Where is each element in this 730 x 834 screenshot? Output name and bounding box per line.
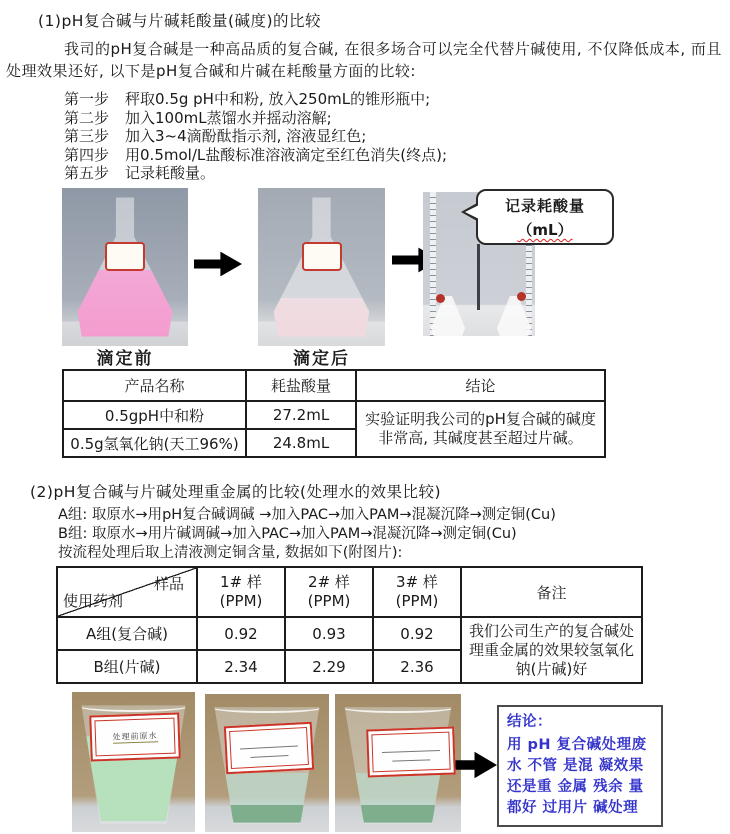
step-2 <box>64 107 447 126</box>
cup3-label-sticker <box>366 726 456 777</box>
photo-cup-raw-water <box>72 692 195 832</box>
cell-a-1: 0.92 <box>197 617 285 650</box>
cell-remark: 我们公司生产的复合碱处理重金属的效果较氢氧化钠(片碱)好 <box>461 617 642 683</box>
step-4-text: 用0.5mol/L盐酸标准溶液滴定至红色消失(终点); <box>125 145 447 164</box>
cell-b-1: 2.34 <box>197 650 285 683</box>
photo-flask-before-titration <box>62 188 188 346</box>
callout-line2: （mL） <box>517 221 573 239</box>
right-arrow-icon <box>194 250 242 278</box>
photo-cup-compound-alkali <box>205 694 329 832</box>
conclusion-body: 用 pH 复合碱处理废水 不管 是混 凝效果 还是重 金属 残余 量都好 过用片 碱处理 <box>507 737 647 816</box>
cup-rim <box>78 700 189 712</box>
step-1-label: 第一步 <box>64 90 110 108</box>
flask-label-sticker <box>302 242 342 271</box>
photo-flask-after-titration <box>258 188 385 346</box>
handwriting-scribble <box>392 751 430 761</box>
step-3-label: 第三步 <box>64 127 110 145</box>
cell-b-3: 2.36 <box>373 650 461 683</box>
cup-rim <box>211 702 323 713</box>
sample3-bottom: (PPM) <box>395 592 439 610</box>
steps-list <box>64 88 447 181</box>
acid-consumption-table <box>62 369 606 458</box>
step-1-text: 秤取0.5g pH中和粉, 放入250mL的锥形瓶中; <box>125 90 431 108</box>
cell-product-1: 0.5gpH中和粉 <box>63 401 246 429</box>
burette-left <box>430 192 436 336</box>
conclusion-box <box>497 705 663 827</box>
handwriting-scribble <box>250 747 288 758</box>
step-3 <box>64 125 447 144</box>
col-header-sample1 <box>197 567 285 617</box>
sample1-bottom: (PPM) <box>219 592 263 610</box>
green-sediment <box>229 805 305 823</box>
copper-ppm-table <box>56 566 643 684</box>
step-2-label: 第二步 <box>64 108 110 127</box>
cup1-label-sticker <box>89 712 181 761</box>
step-3-text: 加入3~4滴酚酞指示剂, 溶液显红色; <box>125 127 367 145</box>
sample1-top: 1# 样 <box>220 573 262 591</box>
green-sediment <box>359 805 436 823</box>
photo-cup-flake-caustic <box>335 694 461 832</box>
caption-before-titration: 滴定前 <box>96 349 154 369</box>
col-header-product: 产品名称 <box>63 370 246 401</box>
process-line-a: A组: 取原水→用pH复合碱调碱 →加入PAC→加入PAM→混凝沉降→测定铜(Cu) <box>58 507 556 523</box>
step-5-label: 第五步 <box>64 164 110 182</box>
stopcock-red-left <box>436 294 445 303</box>
cup2-label-sticker <box>224 722 314 775</box>
step-5 <box>64 162 447 181</box>
cell-acid-1: 27.2mL <box>246 401 356 429</box>
sample3-top: 3# 样 <box>396 573 438 591</box>
cup1-label-text: 处理前原水 <box>112 731 158 742</box>
table-row <box>63 401 605 429</box>
section1-intro: 我司的pH复合碱是一种高品质的复合碱, 在很多场合可以完全代替片碱使用, 不仅降低成本, 而且处理效果还好, 以下是pH复合碱和片碱在耗酸量方面的比较: <box>6 40 722 80</box>
cell-product-2: 0.5g氢氧化钠(天工96%) <box>63 429 246 457</box>
col-header-sample3 <box>373 567 461 617</box>
col-header-sample2 <box>285 567 373 617</box>
cell-acid-2: 24.8mL <box>246 429 356 457</box>
callout-tail-fill <box>465 205 479 219</box>
cell-group-b: B组(片碱) <box>57 650 197 683</box>
diag-header-reagent: 使用药剂 <box>63 592 124 610</box>
step-1 <box>64 88 447 107</box>
col-header-remark: 备注 <box>461 567 642 617</box>
receiving-flask-left <box>431 296 465 336</box>
process-line-c: 按流程处理后取上清液测定铜含量, 数据如下(附图片): <box>58 545 403 561</box>
table-row <box>57 617 642 650</box>
conclusion-title: 结论： <box>507 714 552 730</box>
callout-record-acid-volume <box>476 189 614 245</box>
cell-conclusion: 实验证明我公司的pH复合碱的碱度非常高, 其碱度甚至超过片碱。 <box>356 401 605 457</box>
stopcock-red-right <box>517 292 526 301</box>
stand-rod <box>477 244 480 310</box>
section1-heading: (1)pH复合碱与片碱耗酸量(碱度)的比较 <box>38 12 322 30</box>
sample2-top: 2# 样 <box>308 573 350 591</box>
cup-rim <box>341 702 454 713</box>
flask-label-sticker <box>105 242 145 271</box>
process-line-b: B组: 取原水→用片碱调碱→加入PAC→加入PAM→混凝沉降→测定铜(Cu) <box>58 526 517 542</box>
step-4-label: 第四步 <box>64 145 110 164</box>
caption-after-titration: 滴定后 <box>293 349 350 369</box>
sample2-bottom: (PPM) <box>307 592 351 610</box>
callout-line1: 记录耗酸量 <box>504 197 585 215</box>
step-4 <box>64 144 447 163</box>
section2-heading: (2)pH复合碱与片碱处理重金属的比较(处理水的效果比较) <box>30 483 442 501</box>
diag-header-sample: 样品 <box>153 575 184 593</box>
cell-group-a: A组(复合碱) <box>57 617 197 650</box>
col-header-conclusion: 结论 <box>356 370 605 401</box>
step-2-text: 加入100mL蒸馏水并摇动溶解; <box>125 108 332 127</box>
diagonal-header-cell <box>57 567 197 617</box>
col-header-acid: 耗盐酸量 <box>246 370 356 401</box>
cell-b-2: 2.29 <box>285 650 373 683</box>
cell-a-2: 0.93 <box>285 617 373 650</box>
cell-a-3: 0.92 <box>373 617 461 650</box>
step-5-text: 记录耗酸量。 <box>125 164 216 182</box>
